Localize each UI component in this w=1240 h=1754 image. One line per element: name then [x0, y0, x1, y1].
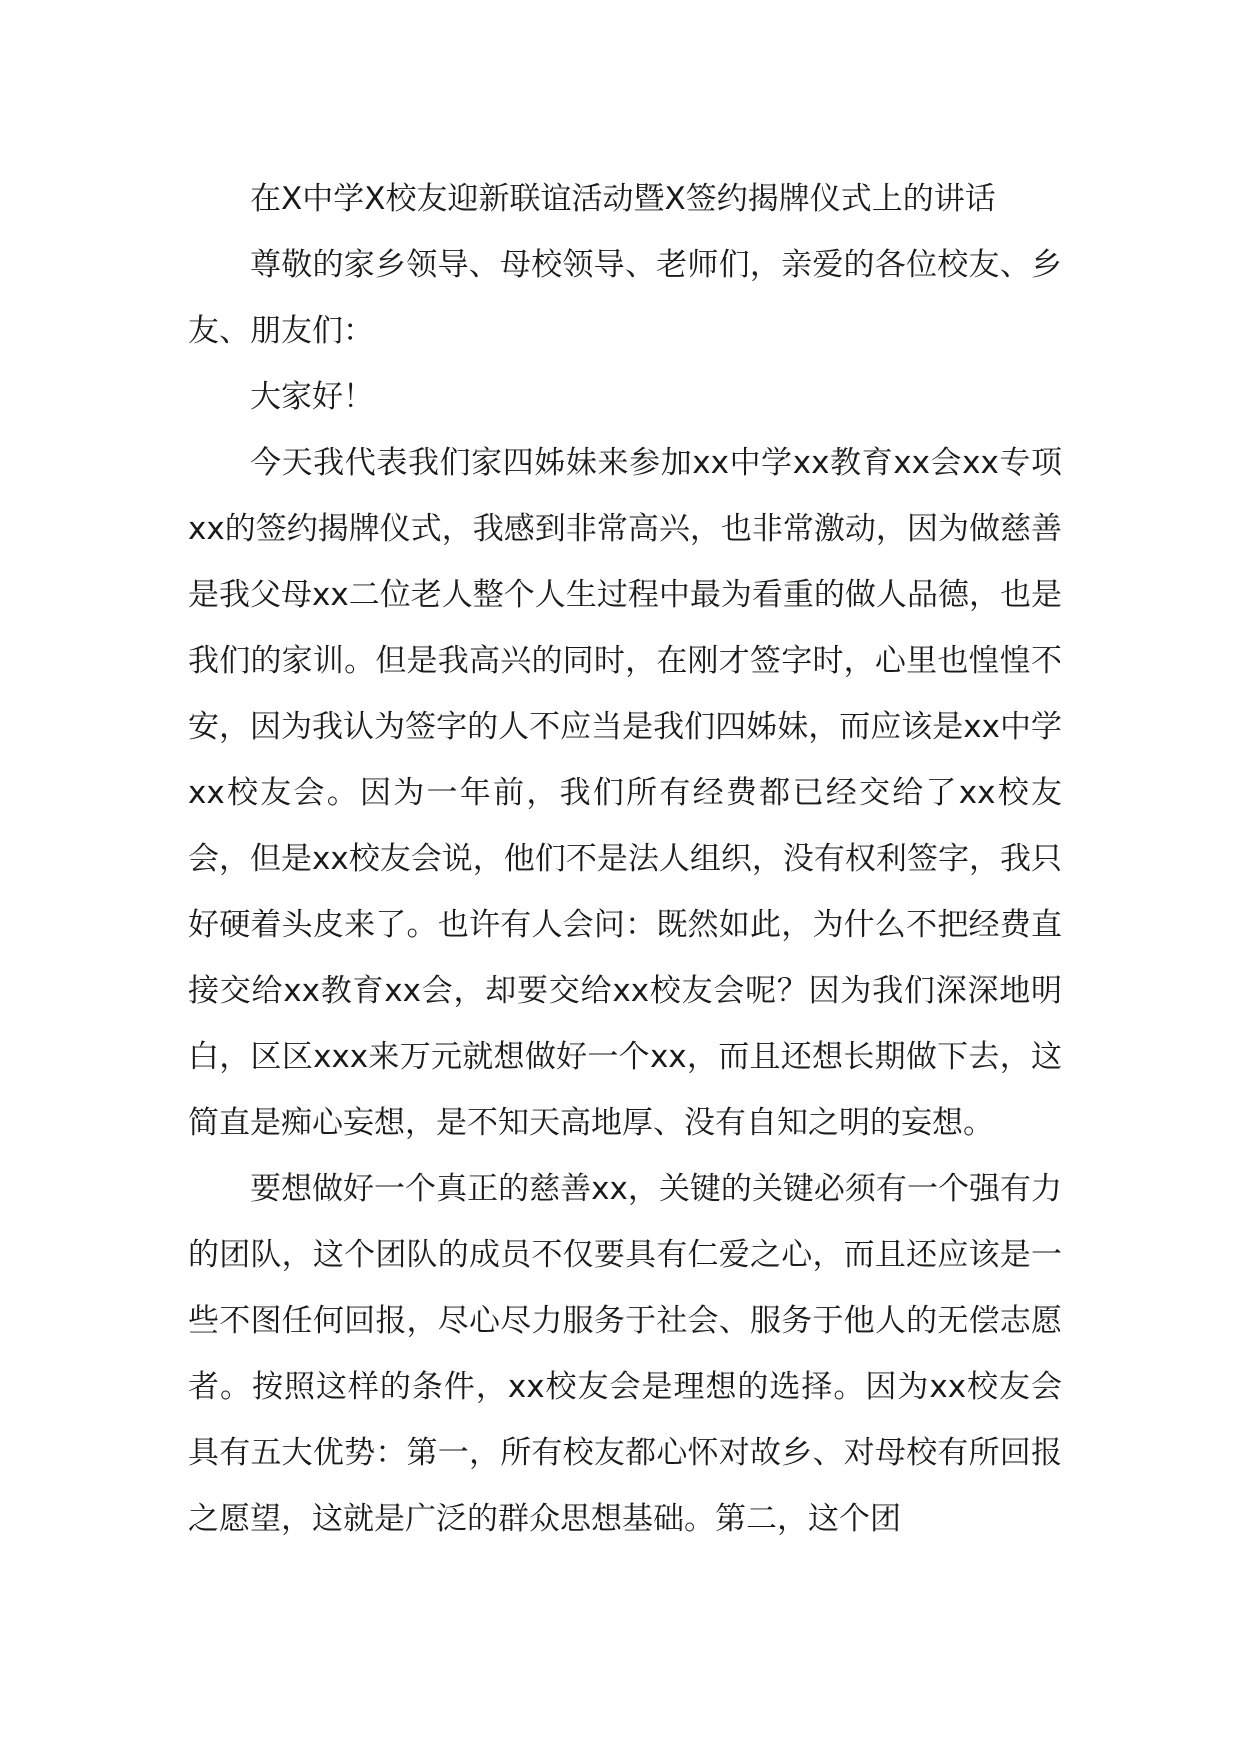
greeting-paragraph: 大家好！: [250, 379, 374, 415]
document-body: [188, 166, 1062, 1552]
body-paragraph-1: 今天我代表我们家四姊妹来参加xx中学xx教育xx会xx专项xx的签约揭牌仪式，我感到非常高兴，也非常激动，因为做慈善是我父母xx二位老人整个人生过程中最为看重的做人品德，也是我们的家训。但是我高兴的同时，在刚才签字时，心里也惶惶不安，因为我认为签字的人不应当是我们四姊妹，而应该是xx中学xx校友会。因为一年前，我们所有经费都已经交给了xx校友会，但是xx校友会说，他们不是法人组织，没有权利签字，我只好硬着头皮来了。也许有人会问：既然如此，为什么不把经费直接交给xx教育xx会，却要交给xx校友会呢？因为我们深深地明白，区区xxx来万元就想做好一个xx，而且还想长期做下去，这简直是痴心妄想，是不知天高地厚、没有自知之明的妄想。: [188, 445, 1062, 1141]
salutation-paragraph: 尊敬的家乡领导、母校领导、老师们，亲爱的各位校友、乡友、朋友们：: [188, 247, 1062, 349]
body-paragraph-2: 要想做好一个真正的慈善xx，关键的关键必须有一个强有力的团队，这个团队的成员不仅要具有仁爱之心，而且还应该是一些不图任何回报，尽心尽力服务于社会、服务于他人的无偿志愿者。按照这样的条件，xx校友会是理想的选择。因为xx校友会具有五大优势：第一，所有校友都心怀对故乡、对母校有所回报之愿望，这就是广泛的群众思想基础。第二，这个团: [188, 1171, 1062, 1537]
document-title: 在X中学X校友迎新联谊活动暨X签约揭牌仪式上的讲话: [250, 181, 996, 217]
